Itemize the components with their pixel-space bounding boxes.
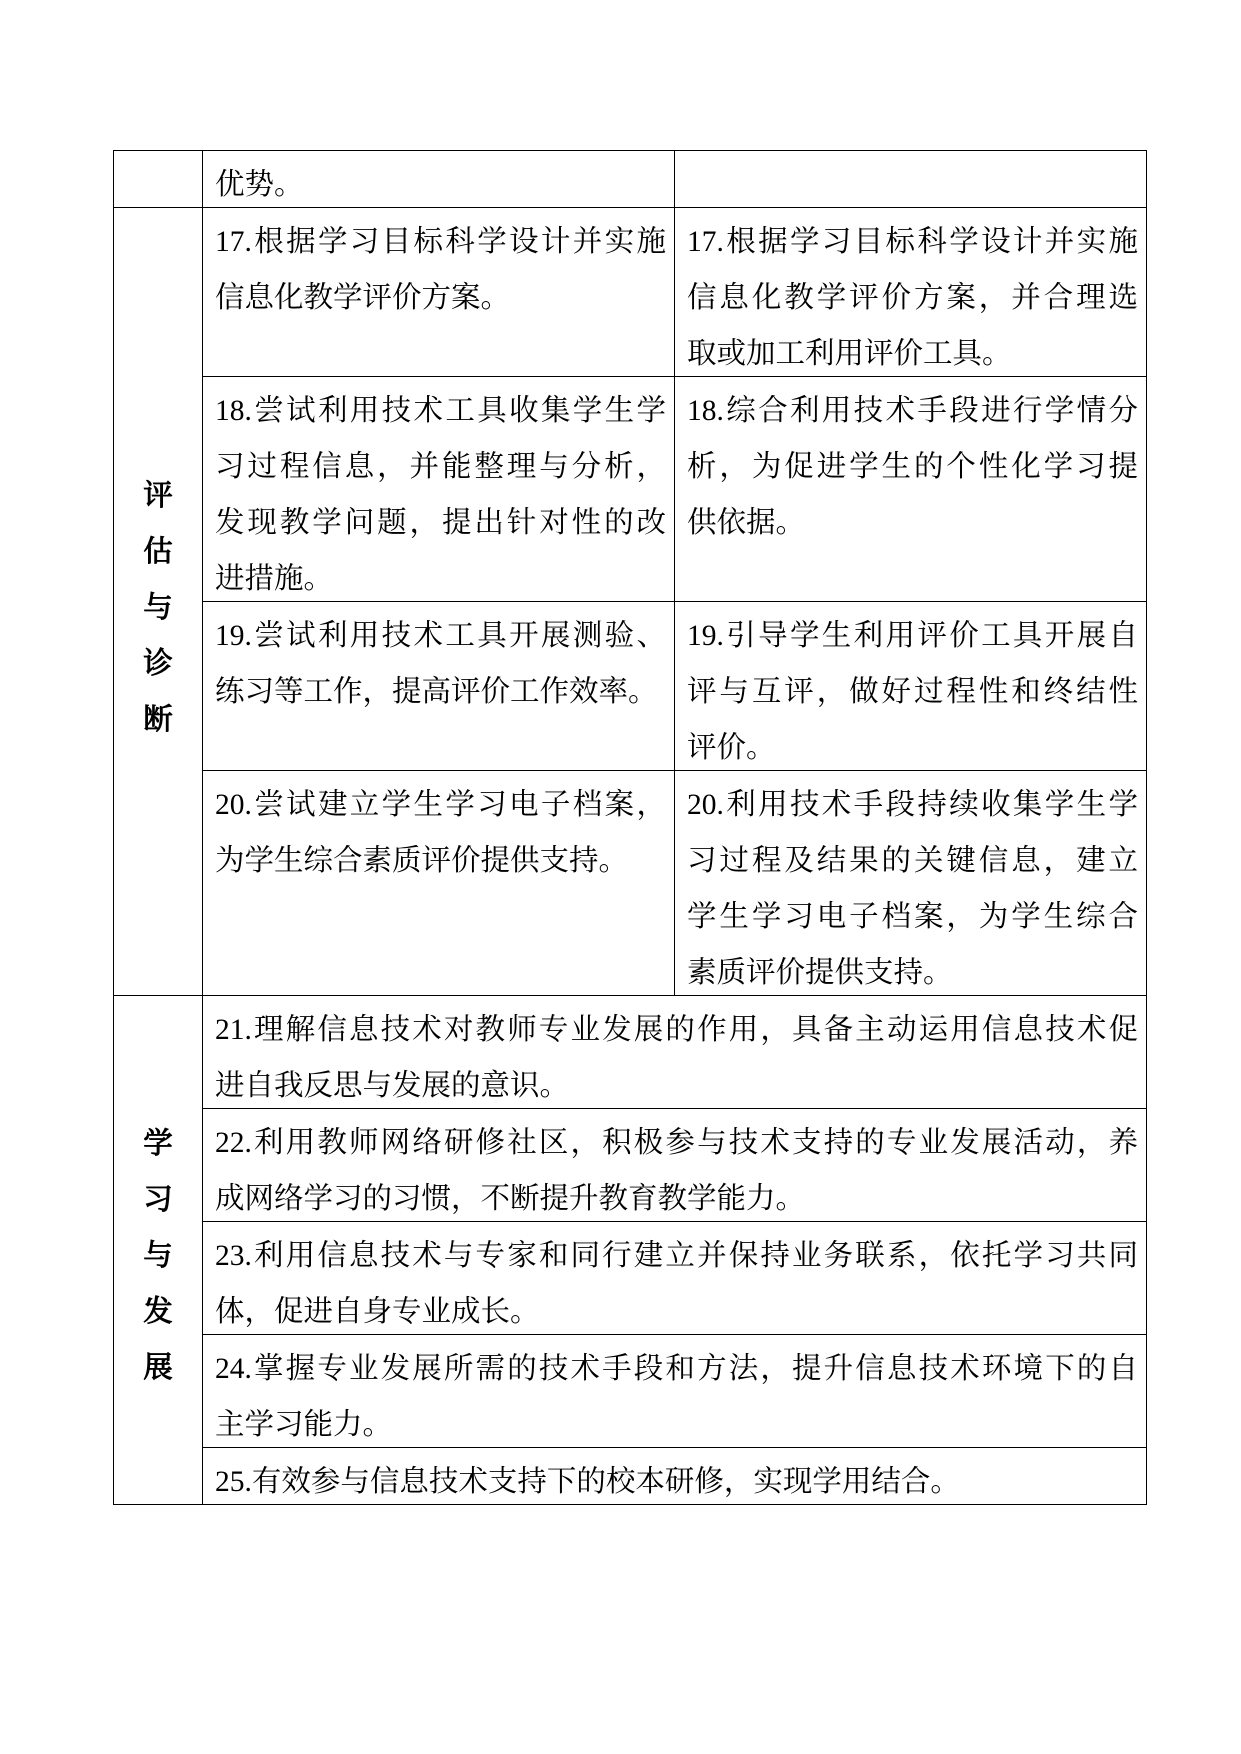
text-line: 为学生综合素质评价提供支持。 xyxy=(215,845,629,877)
text-line: 19.尝试利用技术工具开展测验、 xyxy=(215,620,666,652)
level-two-cell xyxy=(675,208,1147,377)
text-line: 习过程及结果的关键信息，建立 xyxy=(687,845,1138,877)
cell-text xyxy=(687,777,1138,1001)
table-row xyxy=(114,1448,1147,1505)
text-line: 19.引导学生利用评价工具开展自 xyxy=(687,620,1138,652)
table-body xyxy=(114,151,1147,1505)
text-line: 进措施。 xyxy=(215,563,334,595)
text-line: 24.掌握专业发展所需的技术手段和方法，提升信息技术环境下的自 xyxy=(215,1353,1138,1385)
cell-text xyxy=(215,157,666,213)
text-line: 17.根据学习目标科学设计并实施 xyxy=(687,226,1138,258)
cell-text xyxy=(215,608,666,720)
table-row xyxy=(114,996,1147,1109)
level-one-cell xyxy=(203,208,675,377)
level-one-cell xyxy=(203,602,675,771)
text-line: 发现教学问题，提出针对性的改 xyxy=(215,507,666,539)
text-line: 练习等工作，提高评价工作效率。 xyxy=(215,676,658,708)
level-two-cell xyxy=(675,602,1147,771)
text-line: 23.利用信息技术与专家和同行建立并保持业务联系，依托学习共同 xyxy=(215,1240,1138,1272)
text-line: 取或加工利用评价工具。 xyxy=(687,338,1012,370)
category-cell xyxy=(114,208,203,996)
category-cell xyxy=(114,996,203,1505)
merged-cell xyxy=(203,996,1147,1109)
table-row xyxy=(114,1109,1147,1222)
cell-text xyxy=(215,1002,1138,1114)
text-line: 体，促进自身专业成长。 xyxy=(215,1296,540,1328)
cell-text xyxy=(215,214,666,326)
text-line: 素质评价提供支持。 xyxy=(687,957,953,989)
cell-text xyxy=(215,1228,1138,1340)
cell-text xyxy=(687,608,1138,776)
text-line: 信息化教学评价方案，并合理选 xyxy=(687,282,1138,314)
level-one-cell xyxy=(203,377,675,602)
category-label: 评估与诊断 xyxy=(143,479,173,736)
level-one-cell xyxy=(203,151,675,208)
text-line: 信息化教学评价方案。 xyxy=(215,282,511,314)
text-line: 20.利用技术手段持续收集学生学 xyxy=(687,789,1138,821)
table-row xyxy=(114,208,1147,377)
text-line: 17.根据学习目标科学设计并实施 xyxy=(215,226,666,258)
text-line: 22.利用教师网络研修社区，积极参与技术支持的专业发展活动，养 xyxy=(215,1127,1138,1159)
level-two-cell xyxy=(675,771,1147,996)
table-row xyxy=(114,602,1147,771)
text-line: 21.理解信息技术对教师专业发展的作用，具备主动运用信息技术促 xyxy=(215,1014,1138,1046)
cell-text xyxy=(215,1341,1138,1453)
cell-text xyxy=(215,383,666,607)
text-line: 学生学习电子档案，为学生综合 xyxy=(687,901,1138,933)
text-line: 20.尝试建立学生学习电子档案， xyxy=(215,789,666,821)
text-line: 进自我反思与发展的意识。 xyxy=(215,1070,570,1102)
text-line: 18.综合利用技术手段进行学情分 xyxy=(687,395,1138,427)
cell-text xyxy=(687,383,1138,551)
merged-cell xyxy=(203,1222,1147,1335)
table-row xyxy=(114,151,1147,208)
text-line: 优势。 xyxy=(215,169,304,201)
merged-cell xyxy=(203,1448,1147,1505)
text-line: 评价。 xyxy=(687,732,776,764)
merged-cell xyxy=(203,1109,1147,1222)
level-two-cell xyxy=(675,151,1147,208)
level-one-cell xyxy=(203,771,675,996)
table-row xyxy=(114,377,1147,602)
merged-cell xyxy=(203,1335,1147,1448)
text-line: 成网络学习的习惯，不断提升教育教学能力。 xyxy=(215,1183,806,1215)
text-line: 供依据。 xyxy=(687,507,806,539)
text-line: 析，为促进学生的个性化学习提 xyxy=(687,451,1138,483)
table-row xyxy=(114,1222,1147,1335)
level-two-cell xyxy=(675,377,1147,602)
cell-text xyxy=(687,214,1138,382)
standards-table xyxy=(113,150,1147,1505)
text-line: 25.有效参与信息技术支持下的校本研修，实现学用结合。 xyxy=(215,1466,960,1498)
cell-text xyxy=(215,1115,1138,1227)
cell-text xyxy=(215,1454,1138,1510)
text-line: 习过程信息，并能整理与分析， xyxy=(215,451,666,483)
table-row xyxy=(114,771,1147,996)
cell-text xyxy=(215,777,666,889)
text-line: 主学习能力。 xyxy=(215,1409,393,1441)
category-cell xyxy=(114,151,203,208)
text-line: 18.尝试利用技术工具收集学生学 xyxy=(215,395,666,427)
text-line: 评与互评，做好过程性和终结性 xyxy=(687,676,1138,708)
table-row xyxy=(114,1335,1147,1448)
category-label: 学习与发展 xyxy=(143,1128,173,1384)
